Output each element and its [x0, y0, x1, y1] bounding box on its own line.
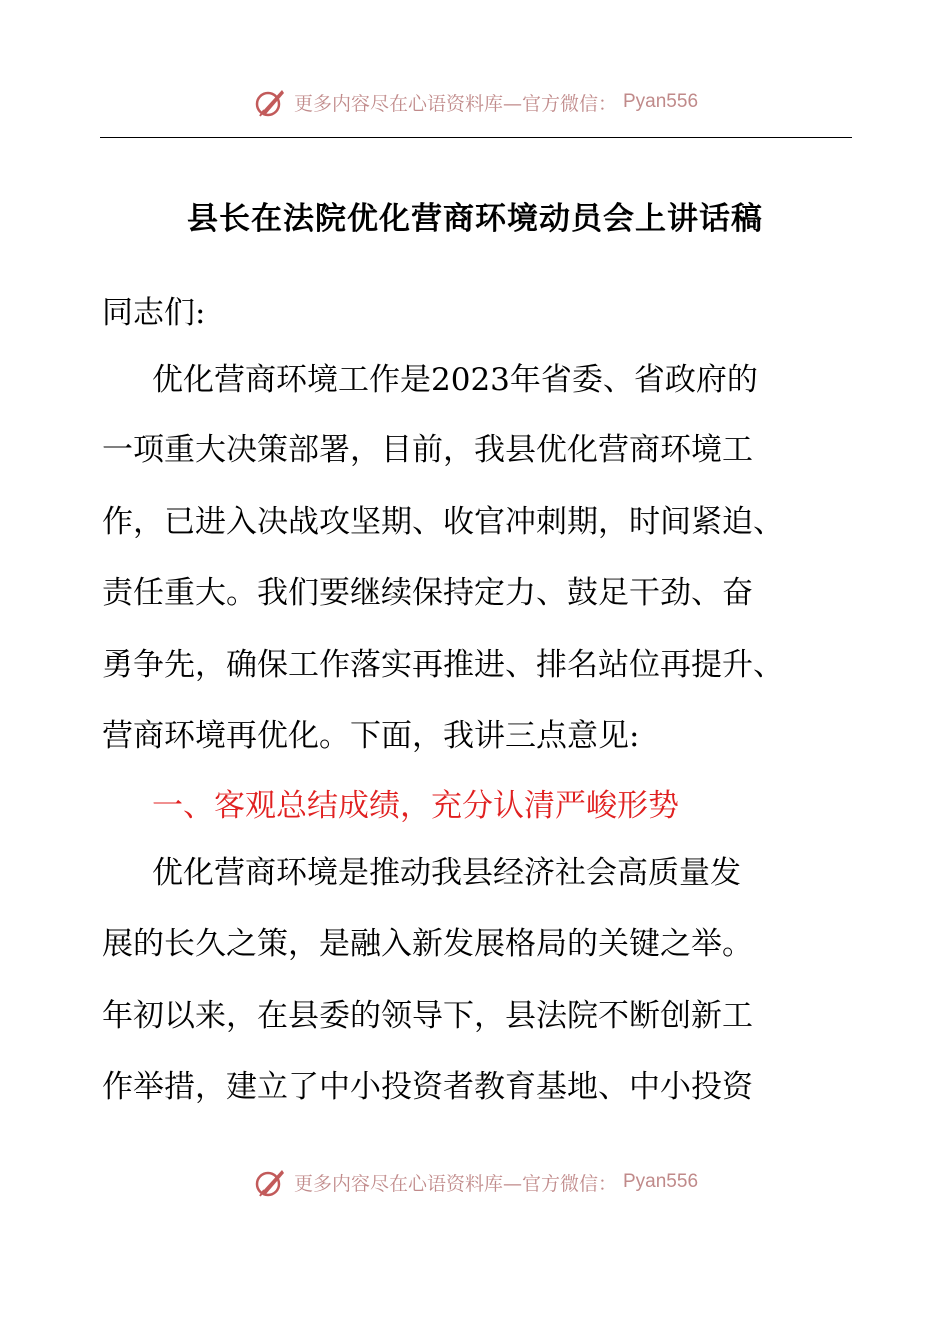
paragraph-line: 优化营商环境工作是2023年省委、省政府的: [152, 362, 758, 398]
quill-logo-icon: [252, 1164, 288, 1200]
document-title: 县长在法院优化营商环境动员会上讲话稿: [187, 201, 763, 237]
footer-watermark: [0, 1160, 950, 1204]
section-heading: 一、客观总结成绩，充分认清严峻形势: [152, 788, 679, 824]
header-watermark: [0, 80, 950, 124]
paragraph-line: 一项重大决策部署，目前，我县优化营商环境工: [102, 432, 753, 468]
paragraph-line: 作，已进入决战攻坚期、收官冲刺期，时间紧迫、: [102, 504, 784, 540]
paragraph-line: 勇争先，确保工作落实再推进、排名站位再提升、: [102, 647, 784, 683]
paragraph-line: 优化营商环境是推动我县经济社会高质量发: [152, 855, 741, 891]
header-divider: [100, 137, 852, 138]
watermark-wechat-id: Pyan556: [623, 91, 699, 112]
paragraph-line: 营商环境再优化。下面，我讲三点意见:: [102, 718, 640, 754]
quill-logo-icon: [252, 84, 288, 120]
paragraph-line: 作举措，建立了中小投资者教育基地、中小投资: [102, 1069, 753, 1105]
paragraph-line: 责任重大。我们要继续保持定力、鼓足干劲、奋: [102, 575, 753, 611]
paragraph-line: 展的长久之策，是融入新发展格局的关键之举。: [102, 926, 753, 962]
watermark-wechat-id: Pyan556: [623, 1171, 699, 1192]
watermark-text: 更多内容尽在心语资料库—官方微信：: [293, 1172, 617, 1195]
paragraph-line: 年初以来，在县委的领导下，县法院不断创新工: [102, 998, 753, 1034]
watermark-text: 更多内容尽在心语资料库—官方微信：: [293, 92, 617, 115]
salutation: 同志们:: [102, 295, 206, 331]
